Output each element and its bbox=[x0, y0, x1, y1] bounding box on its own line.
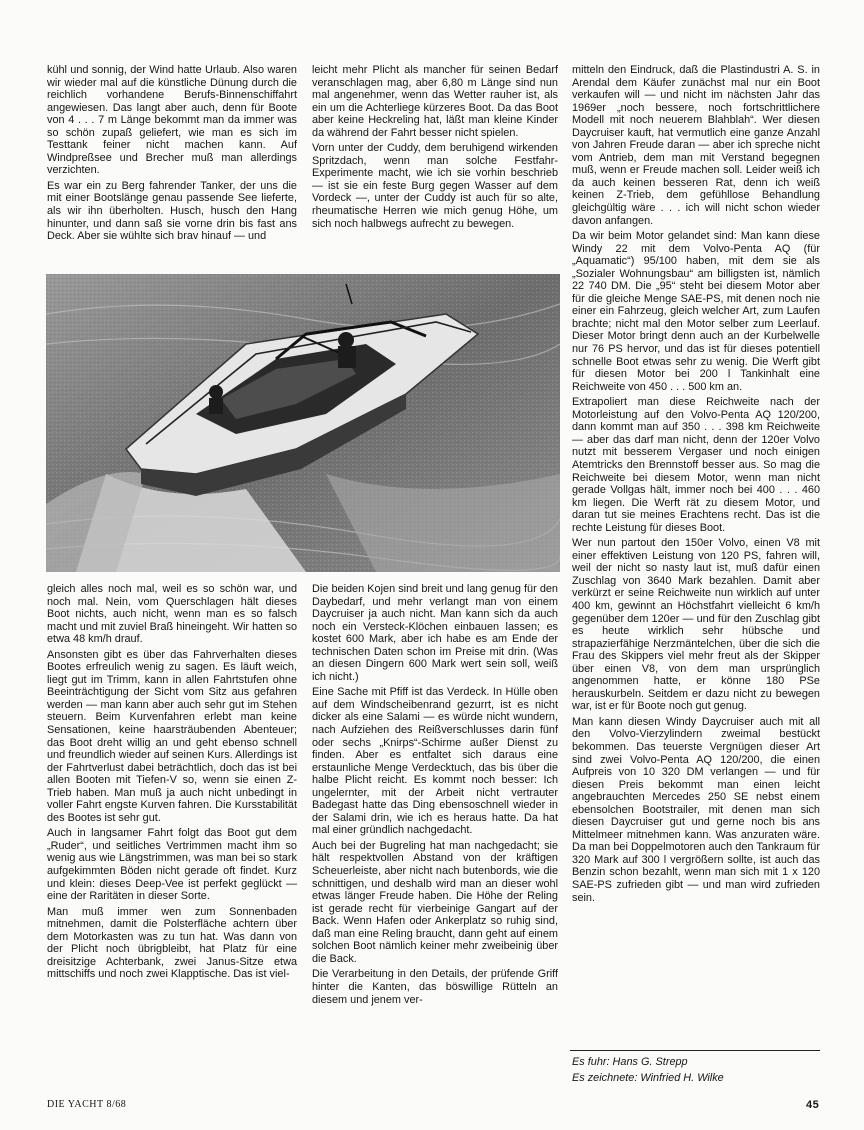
paragraph: Man kann diesen Windy Daycruiser auch mit all den Volvo-Vierzylindern zweimal bestückt bekommen. Das teuerste Vergnügen dieser Art sind zwei Volvo-Penta AQ 120/200, die einen Aufpreis von 10 320 DM verlangen — und für diesen Preis bekommt man einen leicht angebrauchten Mercedes 250 SE nebst einem ebensolchen Bootstrailer, mit denen man sich diesen Daycruiser gut und gerne noch bis ans Mittelmeer mitnehmen kann. Was anzuraten wäre. Da man bei Doppelmotoren auch den Tankraum für 320 Mark auf 300 l vergrößern sollte, ist auch das Benzin schon bezahlt, wenn man sich mit 1 x 120 SAE-PS zufrieden gibt — und man wird zufrieden sein. bbox=[572, 715, 820, 904]
paragraph: kühl und sonnig, der Wind hatte Urlaub. Also waren wir wieder mal auf die künstliche Dünung durch die reichlich vorhandene Berufs-Binnenschiffahrt angewiesen. Das langt aber auch, denn für Boote von 4 . . . 7 m Länge bekommt man da immer was so schön zupaß geliefert, wie man es sich im Testtank feiner nicht machen kann. Auf Windpreßsee und Brecher muß man allerdings verzichten. bbox=[47, 64, 297, 177]
divider bbox=[570, 1050, 820, 1051]
column-2-top bbox=[312, 64, 558, 270]
paragraph: Man muß immer wen zum Sonnenbaden mitnehmen, damit die Polsterfläche achtern über dem Motorkasten was zu tun hat. Was dann von der Plicht noch übrigbleibt, hat Platz für eine dreisitzige Achterbank, zwei Janus-Sitze etwa mittschiffs und noch zwei Klapptische. Das ist viel- bbox=[47, 905, 297, 981]
magazine-footer: DIE YACHT 8/68 bbox=[47, 1099, 127, 1110]
credit-artist: Es zeichnete: Winfried H. Wilke bbox=[572, 1071, 724, 1084]
paragraph: Da wir beim Motor gelandet sind: Man kann diese Windy 22 mit dem Volvo-Penta AQ (für „Aquamatic“) 95/100 haben, mit dem sie als „Sozialer Wohnungsbau“ am billigsten ist, nämlich 22 740 DM. Die „95“ steht bei diesem Motor aber für die gleiche Menge SAE-PS, mit denen noch nie einer ein Fahrzeug, gleich welcher Art, zum Laufen brachte; nicht mal den Motor selber zum Leerlauf. Dieser Motor bringt denn auch an der Kurbelwelle nur 76 PS hervor, und das ist für dieses potentiell schnelle Boot etwas sehr zu wenig. Die Werft gibt für diesen Motor bei 200 l Tankinhalt eine Reichweite von 450 . . . 500 km an. bbox=[572, 230, 820, 393]
paragraph: Es war ein zu Berg fahrender Tanker, der uns die mit einer Bootslänge genau passende See lieferte, als wir ihn überholten. Husch, husch den Hang hinunter, und dann saß sie vorne drin bis fast ans Deck. Aber sie wühlte sich brav hinauf — und bbox=[47, 179, 297, 243]
paragraph: Auch bei der Bugreling hat man nachgedacht; sie hält respektvollen Abstand von der kräftigen Scheuerleiste, aber nicht nach butenbords, wie die schnittigen, und deshalb wird man an dieser wohl etwas länger Freude haben. Die Höhe der Reling ist gerade recht für vierbeinige Gangart auf der Back. Wenn Hafen oder Ankerplatz so ruhig sind, daß man eine Reling braucht, dann geht auf einem solchen Boot nämlich keiner mehr zweibeinig über die Back. bbox=[312, 839, 558, 965]
paragraph: mitteln den Eindruck, daß die Plastindustri A. S. in Arendal dem Käufer zunächst mal nur ein Boot verkaufen will — und nicht im nächsten Jahr das 1969er „noch bessere, noch fortschrittlichere Modell mit noch neuerem Blahblah“. Wer diesen Daycruiser kauft, hat vermutlich eine ganze Anzahl von Jahren Freude daran — aber ich spreche nicht vom Antrieb, dem man mit Verstand begegnen muß, wenn er Freude machen soll. Leider weiß ich da auch keinen besseren Rat, denn ich weiß keinen Z-Trieb, dem gefühllose Behandlung gleichgültig wäre . . . ich will nicht schon wieder davon anfangen. bbox=[572, 64, 820, 227]
paragraph: leicht mehr Plicht als mancher für seinen Bedarf veranschlagen mag, aber 6,80 m Länge sind nun mal angenehmer, wenn das Wetter rauher ist, als ein um die Achterliege kürzeres Boot. Da das Boot aber keine Heckreling hat, läßt man kleine Kinder da während der Fahrt besser nicht spielen. bbox=[312, 64, 558, 139]
column-3 bbox=[572, 64, 820, 1048]
paragraph: Eine Sache mit Pfiff ist das Verdeck. In Hülle oben auf dem Windscheibenrand gezurrt, ist es nicht dicker als eine Salami — es würde nicht wundern, nach Aufziehen des Reißverschlusses darin fünf oder sechs „Knirps“-Schirme außer Dienst zu finden. Aber es entfaltet sich daraus eine erstaunliche Menge Verdecktuch, das bis über die halbe Plicht reicht. Es kommt noch besser: Ich ungelernter, mit der Arbeit nicht vertrauter Badegast hatte das Ding ebensoschnell wieder in der Salami drin, wie ich es heraus hatte. Da hat mal einer gründlich nachgedacht. bbox=[312, 686, 558, 837]
column-2-bottom bbox=[312, 583, 558, 1091]
paragraph: gleich alles noch mal, weil es so schön war, und noch mal. Nein, vom Querschlagen hält dieses Boot nichts, auch nicht, wenn man es so falsch macht und mit zuviel Braß hineingeht. Wir hatten so etwa 48 km/h drauf. bbox=[47, 583, 297, 646]
paragraph: Wer nun partout den 150er Volvo, einen V8 mit einer effektiven Leistung von 120 PS, fahren will, weil der nicht so nasty laut ist, muß dafür einen Zuschlag von 3640 Mark bezahlen. Damit aber verkürzt er seine Reichweite nun wirklich auf unter 400 km, gewinnt an Höchstfahrt vielleicht 6 km/h gegenüber dem 120er — und für den Zuschlag gibt es heute wirklich sehr hübsche und strapazierfähige Nerzmäntelchen, über die sich die Frau des Skippers viel mehr freut als der Skipper über einen V8, von dem man ursprünglich angenommen hatte, er könne 180 PSe herauskurbeln. Seitdem er dazu nicht zu bewegen war, ist er für Boote noch gut genug. bbox=[572, 537, 820, 713]
paragraph: Auch in langsamer Fahrt folgt das Boot gut dem „Ruder“, und seitliches Vertrimmen macht ihm so wenig aus wie Längstrimmen, was man bei so stark aufgekimmten Böden nicht gerade oft findet. Kurz und klein: dieses Deep-Vee ist perfekt geglückt — eine der Raritäten in dieser Sorte. bbox=[47, 827, 297, 903]
motorboat-photo bbox=[46, 274, 560, 572]
paragraph: Ansonsten gibt es über das Fahrverhalten dieses Bootes erfreulich wenig zu sagen. Es läuft weich, liegt gut im Trimm, kann in allen Fahrtstufen ohne Beeinträchtigung der Sicht vom Sitz aus gefahren werden — man kann aber auch sehr gut im Stehen steuern. Beim Kurvenfahren erlebt man keine Sensationen, keine haarsträubenden Abenteuer; das Boot dreht willig an und geht ebenso schnell und freundlich wieder auf seinen Kurs. Allerdings ist der Fahrtverlust dabei beträchtlich, doch das ist bei allen Booten mit Tiefen-V so, wenn sie einen Z-Trieb haben. Man muß ja auch nicht unbedingt in voller Fahrt engste Kurven fahren. Die Kursstabilität des Bootes ist sehr gut. bbox=[47, 648, 297, 824]
credits bbox=[572, 1056, 820, 1090]
column-1-bottom bbox=[47, 583, 297, 1091]
paragraph: Vorn unter der Cuddy, dem beruhigend wirkenden Spritzdach, wenn man solche Festfahr-Experimente macht, wie ich sie vorhin beschrieb — ist sie ein feste Burg gegen Wasser auf dem Vordeck —, unter der Cuddy ist auch für so alte, rheumatische Herren wie mich genug Höhe, um sich noch halbwegs aufrecht zu bewegen. bbox=[312, 142, 558, 230]
paragraph: Die Verarbeitung in den Details, der prüfende Griff hinter die Kanten, das böswillige Rütteln an diesem und jenem ver- bbox=[312, 968, 558, 1006]
credit-driver: Es fuhr: Hans G. Strepp bbox=[572, 1056, 688, 1068]
column-1-top bbox=[47, 64, 297, 270]
paragraph: Extrapoliert man diese Reichweite nach der Motorleistung auf den Volvo-Penta AQ 120/200, dann kommt man auf 350 . . . 398 km Reichweite — aber das darf man nicht, denn der 120er Volvo nutzt mit besserem Vergaser und noch einigen Atemtricks den Brennstoff besser aus. So mag die Reichweite bei diesem Motor, wenn man nicht gerade Vollgas hält, immer noch bei 400 . . . 460 km liegen. Die Werft rät zu diesem Motor, und daran tut sie meines Erachtens recht. Das ist die rechte Leistung für dieses Boot. bbox=[572, 396, 820, 534]
page-number: 45 bbox=[806, 1099, 820, 1111]
paragraph: Die beiden Kojen sind breit und lang genug für den Daybedarf, und mehr verlangt man von einem Daycruiser ja auch nicht. Man kann sich da auch noch ein Versteck-Klöchen einbauen lassen; es kostet 600 Mark, aber ich habe es am Ende der technischen Daten schon im Preise mit drin. (Was an diesen Dingern 600 Mark wert sein soll, weiß ich nicht.) bbox=[312, 583, 558, 683]
